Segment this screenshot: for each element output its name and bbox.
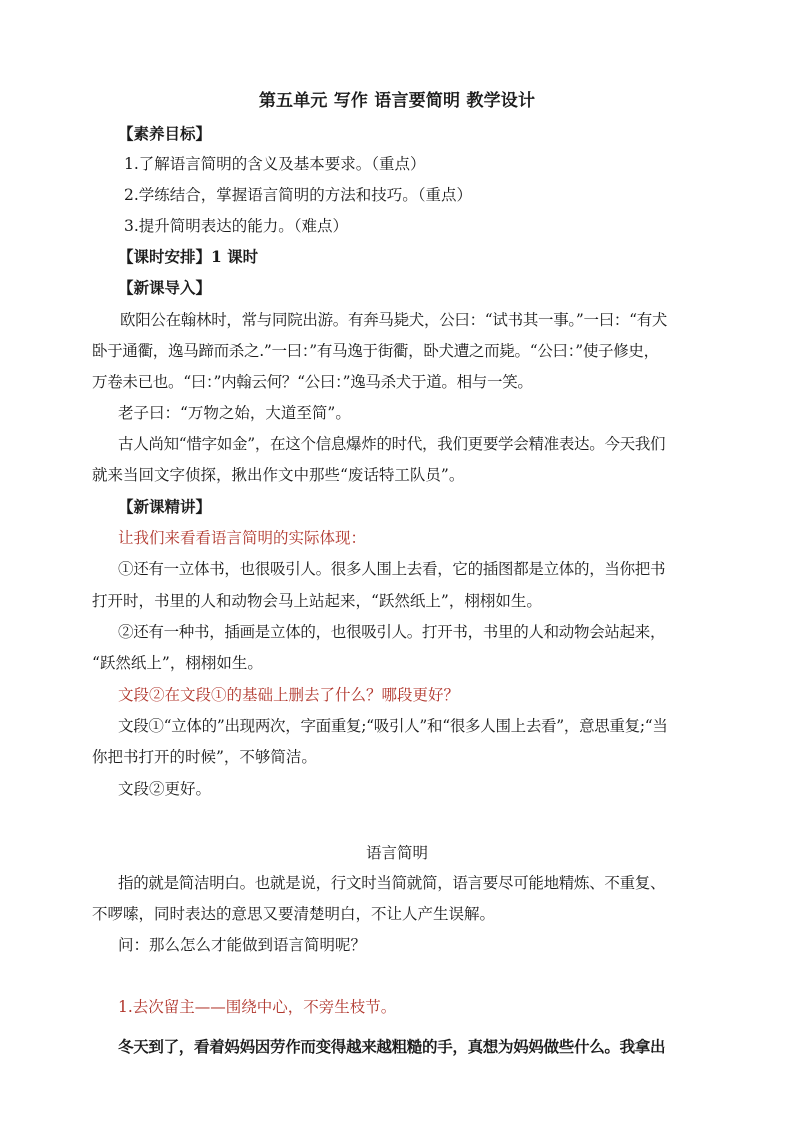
intro-paragraph-line: 古人尚知“惜字如金”，在这个信息爆炸的时代，我们更要学会精准表达。今天我们 — [118, 435, 666, 453]
intro-paragraph-line: 万卷未已也。“曰：”内翰云何？“公曰：”逸马杀犬于道。相与一笑。 — [92, 373, 533, 391]
goal-item-3: 3.提升简明表达的能力。（难点） — [124, 217, 349, 235]
intro-paragraph-line: 卧于通衢，逸马蹄而杀之.”一曰：”有马逸于街衢，卧犬遭之而毙。“公曰：”使子修史， — [92, 342, 659, 360]
definition-line: 指的就是简洁明白。也就是说，行文时当简就简，语言要尽可能地精炼、不重复、 — [118, 874, 666, 892]
goal-item-2: 2.学练结合，掌握语言简明的方法和技巧。（重点） — [124, 186, 473, 204]
definition-line: 不啰嗦，同时表达的意思又要清楚明白，不让人产生误解。 — [92, 905, 496, 923]
heading-goals: 【素养目标】 — [118, 124, 212, 143]
method-heading-1: 1.去次留主——围绕中心，不旁生枝节。 — [118, 998, 397, 1016]
document-title: 第五单元 写作 语言要简明 教学设计 — [258, 91, 536, 111]
essay-line: 冬天到了，看着妈妈因劳作而变得越来越粗糙的手，真想为妈妈做些什么。我拿出 — [118, 1037, 666, 1056]
heading-lecture: 【新课精讲】 — [118, 497, 212, 516]
example-1-line: 打开时，书里的人和动物会马上站起来，“跃然纸上”，栩栩如生。 — [92, 592, 542, 610]
example-2-line: “跃然纸上”，栩栩如生。 — [92, 654, 263, 672]
answer-line: 你把书打开的时候”，不够简洁。 — [92, 748, 317, 766]
answer-conclusion: 文段②更好。 — [118, 780, 212, 798]
goal-item-1: 1.了解语言简明的含义及基本要求。（重点） — [124, 155, 426, 173]
lecture-prompt: 让我们来看看语言简明的实际体现： — [118, 529, 367, 547]
intro-paragraph-line: 就来当回文字侦探，揪出作文中那些“废话特工队员”。 — [92, 466, 465, 484]
example-1-line: ①还有一立体书，也很吸引人。很多人围上去看，它的插图都是立体的，当你把书 — [118, 560, 666, 578]
heading-intro: 【新课导入】 — [118, 278, 212, 297]
section-subtitle: 语言简明 — [365, 844, 428, 862]
intro-quote-laozi: 老子曰：“万物之始，大道至简”。 — [118, 404, 351, 422]
example-2-line: ②还有一种书，插画是立体的，也很吸引人。打开书，书里的人和动物会站起来， — [118, 623, 666, 641]
lecture-question: 文段②在文段①的基础上删去了什么？哪段更好？ — [118, 686, 460, 704]
intro-paragraph-line — [118, 309, 718, 331]
heading-schedule: 【课时安排】1 课时 — [118, 247, 259, 266]
intro-text: 欧阳公在翰林时，常与同院出游。有奔马毙犬，公曰：“试书其一事。”一曰：“有犬 — [120, 311, 668, 329]
question-line: 问：那么怎么才能做到语言简明呢？ — [118, 936, 367, 954]
answer-line: 文段①“立体的”出现两次，字面重复;“吸引人”和“很多人围上去看”，意思重复;“当 — [118, 717, 668, 735]
